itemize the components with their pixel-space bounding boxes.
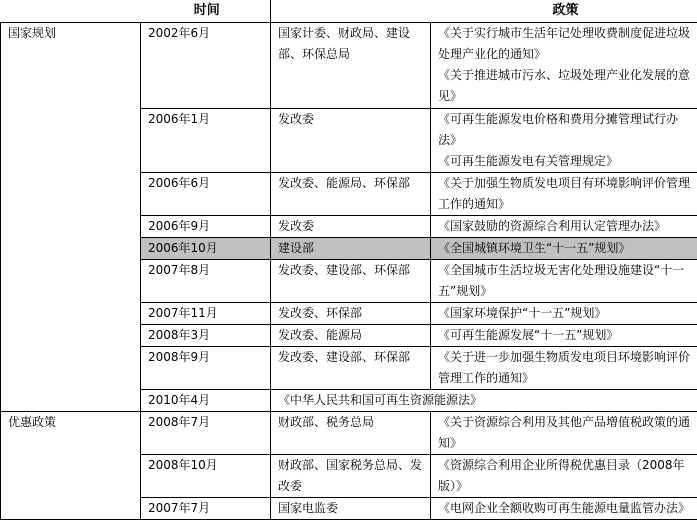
cell-time: 2007年7月: [141, 497, 271, 519]
cell-agency: 发改委: [271, 108, 431, 172]
cell-time: 2010年4月: [141, 389, 271, 411]
cell-time: 2006年1月: [141, 108, 271, 172]
cell-policy: [431, 346, 697, 389]
cell-time: 2007年8月: [141, 259, 271, 302]
cell-policy: [431, 108, 697, 172]
cell-agency: 发改委、能源局: [271, 324, 431, 346]
cell-policy: [431, 302, 697, 324]
cell-time: 2008年9月: [141, 346, 271, 389]
policy-title: 《资源综合利用企业所得税优惠目录（2008年版）》: [438, 455, 694, 497]
section-label-national-planning: 国家规划: [1, 22, 141, 411]
cell-time: 2006年6月: [141, 172, 271, 215]
policy-title: 《可再生能源发电价格和费用分摊管理试行办法》: [438, 109, 694, 151]
cell-time: 2006年10月: [141, 237, 271, 259]
cell-agency: 发改委、建设部、环保部: [271, 346, 431, 389]
cell-policy: [431, 454, 697, 497]
cell-time: 2006年9月: [141, 215, 271, 237]
policy-title: 《关于实行城市生活年记处理收费制度促进垃圾处理产业化的通知》: [438, 23, 694, 65]
policy-title: 《国家环境保护“十一五”规划》: [438, 303, 694, 324]
cell-policy: [431, 215, 697, 237]
policy-title: 《国家鼓励的资源综合利用认定管理办法》: [438, 216, 694, 237]
policy-title: 《可再生能源发展“十一五”规划》: [438, 325, 694, 346]
table-row: [1, 22, 697, 108]
header-blank-cell: [1, 0, 141, 22]
policy-title: 《关于资源综合利用及其他产品增值税政策的通知》: [438, 412, 694, 454]
cell-time: 2008年7月: [141, 411, 271, 454]
section-label-preferential-policy: 优惠政策: [1, 411, 141, 519]
cell-agency: 建设部: [271, 237, 431, 259]
cell-agency: 财政部、税务总局: [271, 411, 431, 454]
cell-time: 2008年10月: [141, 454, 271, 497]
cell-agency: 财政部、国家税务总局、发改委: [271, 454, 431, 497]
policy-title: 《可再生能源发电有关管理规定》: [438, 151, 694, 172]
cell-policy: [431, 172, 697, 215]
cell-time: 2002年6月: [141, 22, 271, 108]
cell-policy: [431, 22, 697, 108]
cell-agency: 国家计委、财政局、建设部、环保总局: [271, 22, 431, 108]
header-row: [1, 0, 697, 22]
policy-title: 《关于推进城市污水、垃圾处理产业化发展的意见》: [438, 65, 694, 107]
cell-agency: 发改委、能源局、环保部: [271, 172, 431, 215]
cell-agency: 发改委、建设部、环保部: [271, 259, 431, 302]
cell-time: 2008年3月: [141, 324, 271, 346]
cell-agency: 发改委、环保部: [271, 302, 431, 324]
header-blank-agency-cell: [271, 0, 431, 22]
policy-title: 《关于进一步加强生物质发电项目环境影响评价管理工作的通知》: [438, 347, 694, 389]
cell-agency: 发改委: [271, 215, 431, 237]
table-row: [1, 411, 697, 454]
cell-policy: [431, 497, 697, 519]
cell-policy: [431, 259, 697, 302]
cell-policy: [431, 324, 697, 346]
col-header-policy: 政策: [431, 0, 697, 22]
cell-policy: [431, 411, 697, 454]
cell-policy-merged: 《中华人民共和国可再生资源能源法》: [271, 389, 697, 411]
cell-policy: [431, 237, 697, 259]
policy-title: 《电网企业全额收购可再生能源电量监管办法》: [438, 498, 694, 519]
policy-title: 《全国城市生活垃圾无害化处理设施建设“十一五”规划》: [438, 260, 694, 302]
policy-title: 《关于加强生物质发电项目有环境影响评价管理工作的通知》: [438, 173, 694, 215]
policy-title: 《全国城镇环境卫生“十一五”规划》: [438, 238, 694, 259]
cell-agency: 国家电监委: [271, 497, 431, 519]
col-header-time: 时间: [141, 0, 271, 22]
cell-time: 2007年11月: [141, 302, 271, 324]
